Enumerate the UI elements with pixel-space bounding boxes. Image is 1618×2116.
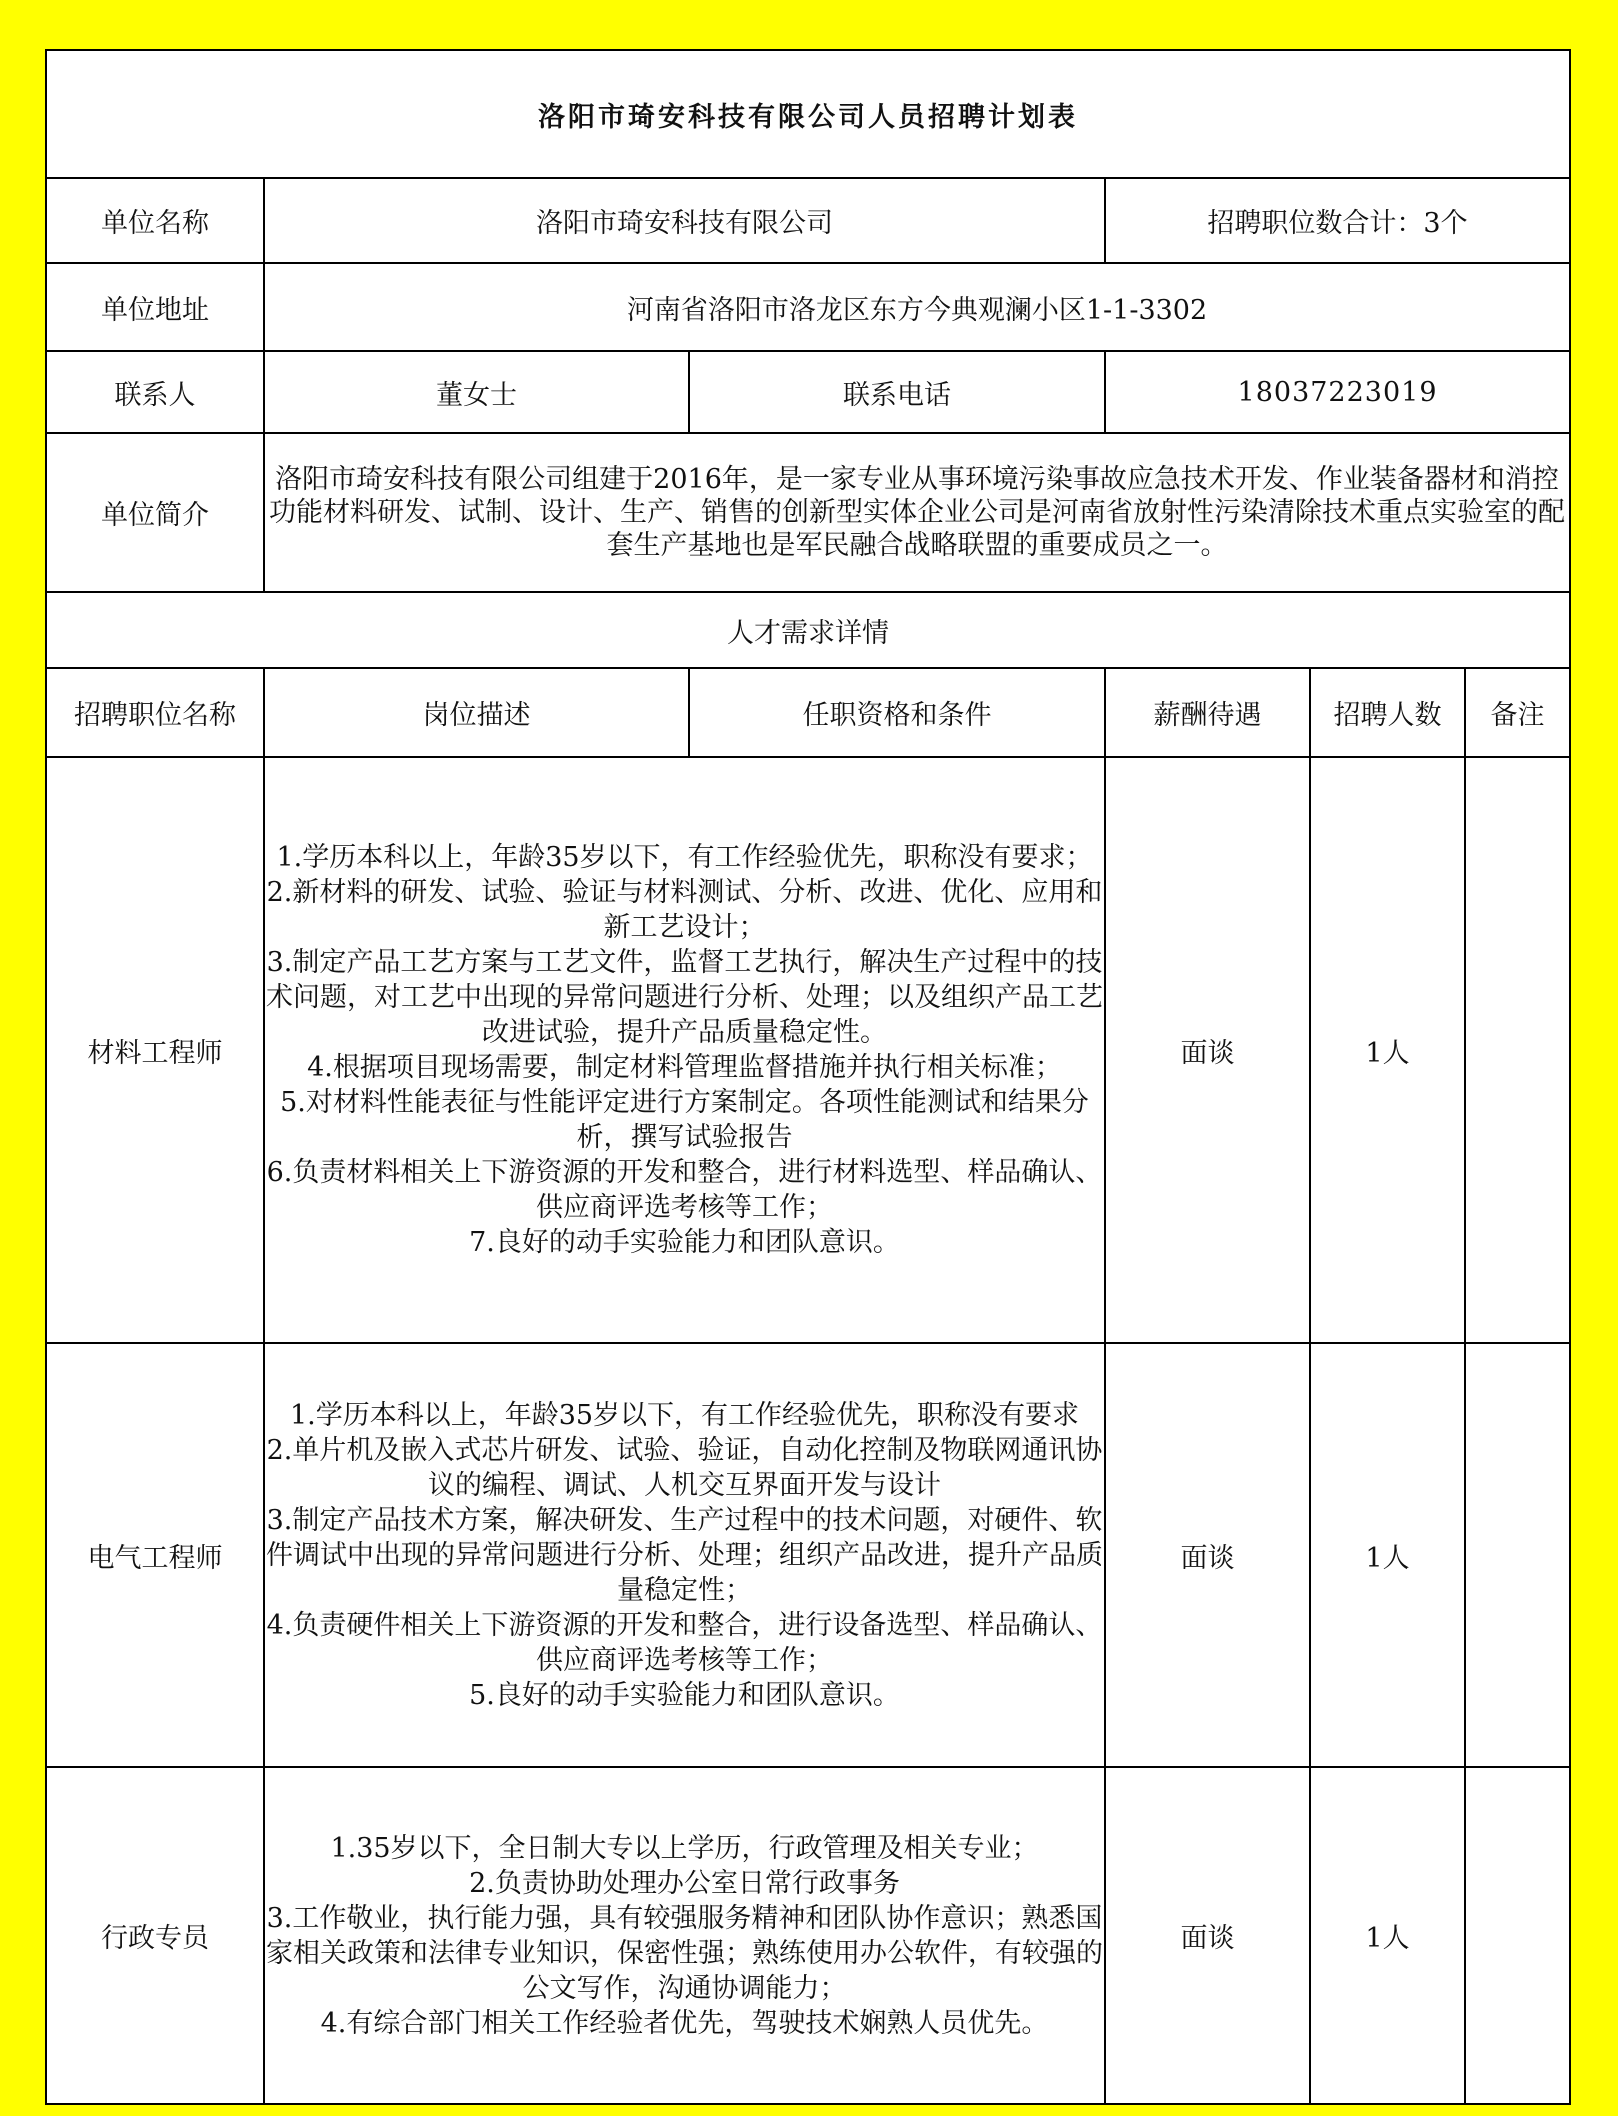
address-label: 单位地址 bbox=[46, 263, 264, 351]
job-note bbox=[1465, 757, 1570, 1343]
column-header: 任职资格和条件 bbox=[689, 668, 1105, 757]
job-note bbox=[1465, 1767, 1570, 2104]
company-name-row bbox=[46, 178, 1570, 263]
job-count: 1人 bbox=[1310, 1343, 1465, 1767]
job-row bbox=[46, 1767, 1570, 2104]
job-row bbox=[46, 757, 1570, 1343]
job-salary: 面谈 bbox=[1105, 757, 1310, 1343]
contact-value: 董女士 bbox=[264, 351, 689, 433]
page-title: 洛阳市琦安科技有限公司人员招聘计划表 bbox=[46, 50, 1570, 178]
phone-value: 18037223019 bbox=[1105, 351, 1570, 433]
column-header: 备注 bbox=[1465, 668, 1570, 757]
title-row bbox=[46, 50, 1570, 178]
company-name-label: 单位名称 bbox=[46, 178, 264, 263]
column-header: 薪酬待遇 bbox=[1105, 668, 1310, 757]
job-name: 行政专员 bbox=[46, 1767, 264, 2104]
contact-row bbox=[46, 351, 1570, 433]
company-name-value: 洛阳市琦安科技有限公司 bbox=[264, 178, 1105, 263]
intro-value: 洛阳市琦安科技有限公司组建于2016年，是一家专业从事环境污染事故应急技术开发、作业装备器材和消控功能材料研发、试制、设计、生产、销售的创新型实体企业公司是河南省放射性污染清除技术重点实验室的配套生产基地也是军民融合战略联盟的重要成员之一。 bbox=[264, 433, 1570, 592]
column-header: 招聘人数 bbox=[1310, 668, 1465, 757]
address-row bbox=[46, 263, 1570, 351]
intro-row bbox=[46, 433, 1570, 592]
address-value: 河南省洛阳市洛龙区东方今典观澜小区1-1-3302 bbox=[264, 263, 1570, 351]
job-count: 1人 bbox=[1310, 757, 1465, 1343]
job-description: 1.学历本科以上，年龄35岁以下，有工作经验优先，职称没有要求； 2.新材料的研发、试验、验证与材料测试、分析、改进、优化、应用和新工艺设计； 3.制定产品工艺方案与工艺文件，监督工艺执行，解决生产过程中的技术问题，对工艺中出现的异常问题进行分析、处理；以及组织产品工艺改进试验，提升产品质量稳定性。 4.根据项目现场需要，制定材料管理监督措施并执行相关标准； 5.对材料性能表征与性能评定进行方案制定。各项性能测试和结果分析，撰写试验报告 6.负责材料相关上下游资源的开发和整合，进行材料选型、样品确认、供应商评选考核等工作； 7.良好的动手实验能力和团队意识。 bbox=[264, 757, 1105, 1343]
section-title: 人才需求详情 bbox=[46, 592, 1570, 668]
positions-total: 招聘职位数合计：3个 bbox=[1105, 178, 1570, 263]
job-row bbox=[46, 1343, 1570, 1767]
phone-label: 联系电话 bbox=[689, 351, 1105, 433]
job-description: 1.35岁以下，全日制大专以上学历，行政管理及相关专业； 2.负责协助处理办公室日常行政事务 3.工作敬业，执行能力强，具有较强服务精神和团队协作意识；熟悉国家相关政策和法律专业知识，保密性强；熟练使用办公软件，有较强的公文写作，沟通协调能力； 4.有综合部门相关工作经验者优先，驾驶技术娴熟人员优先。 bbox=[264, 1767, 1105, 2104]
job-salary: 面谈 bbox=[1105, 1343, 1310, 1767]
job-salary: 面谈 bbox=[1105, 1767, 1310, 2104]
job-name: 材料工程师 bbox=[46, 757, 264, 1343]
job-name: 电气工程师 bbox=[46, 1343, 264, 1767]
intro-label: 单位简介 bbox=[46, 433, 264, 592]
column-header: 招聘职位名称 bbox=[46, 668, 264, 757]
column-header-row bbox=[46, 668, 1570, 757]
section-row bbox=[46, 592, 1570, 668]
column-header: 岗位描述 bbox=[264, 668, 689, 757]
job-count: 1人 bbox=[1310, 1767, 1465, 2104]
job-note bbox=[1465, 1343, 1570, 1767]
contact-label: 联系人 bbox=[46, 351, 264, 433]
recruitment-table bbox=[45, 49, 1571, 2105]
job-description: 1.学历本科以上，年龄35岁以下，有工作经验优先，职称没有要求 2.单片机及嵌入式芯片研发、试验、验证，自动化控制及物联网通讯协议的编程、调试、人机交互界面开发与设计 3.制定产品技术方案，解决研发、生产过程中的技术问题，对硬件、软件调试中出现的异常问题进行分析、处理；组织产品改进，提升产品质量稳定性； 4.负责硬件相关上下游资源的开发和整合，进行设备选型、样品确认、供应商评选考核等工作； 5.良好的动手实验能力和团队意识。 bbox=[264, 1343, 1105, 1767]
